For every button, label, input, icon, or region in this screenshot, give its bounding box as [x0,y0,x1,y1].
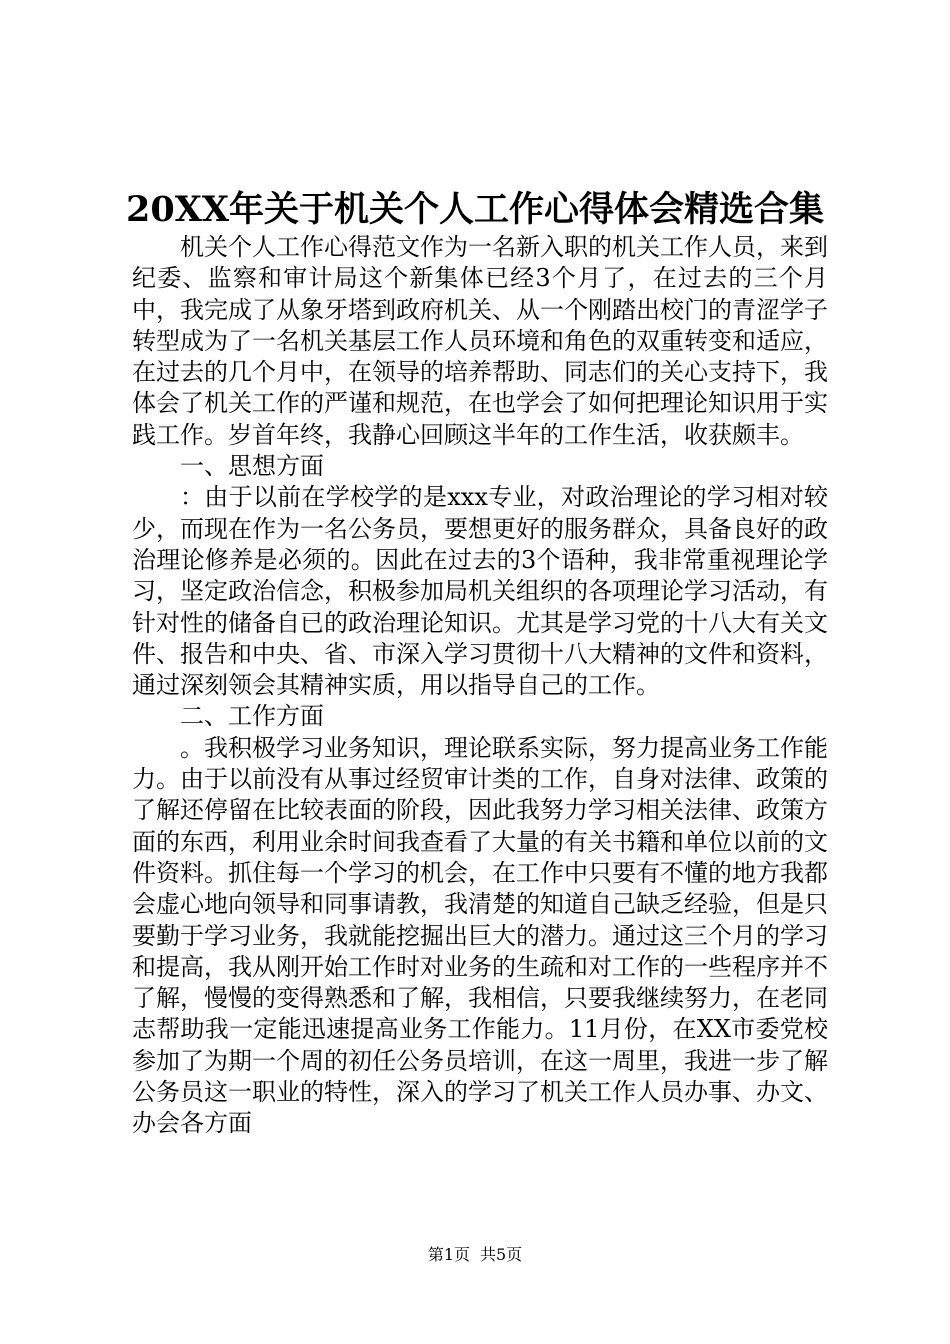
page-total: 共5页 [480,1245,523,1264]
section-paragraph-work: 。我积极学习业务知识，理论联系实际，努力提高业务工作能力。由于以前没有从事过经贸审计类的工作，自身对法律、政策的了解还停留在比较表面的阶段，因此我努力学习相关法律、政策方面的东西，利用业余时间我查看了大量的有关书籍和单位以前的文件资料。抓住每一个学习的机会，在工作中只要有不懂的地方我都会虚心地向领导和同事请教，我清楚的知道自己缺乏经验，但是只要勤于学习业务，我就能挖掘出巨大的潜力。通过这三个月的学习和提高，我从刚开始工作时对业务的生疏和对工作的一些程序并不了解，慢慢的变得熟悉和了解，我相信，只要我继续努力，在老同志帮助我一定能迅速提高业务工作能力。11月份，在XX市委党校参加了为期一个周的初任公务员培训，在这一周里，我进一步了解公务员这一职业的特性，深入的学习了机关工作人员办事、办文、办会各方面 [132,733,828,1138]
page-footer [0,1244,950,1266]
page-number: 第1页 [427,1245,470,1264]
section-paragraph-thought: ：由于以前在学校学的是xxx专业，对政治理论的学习相对较少，而现在作为一名公务员，要想更好的服务群众，具备良好的政治理论修养是必须的。因此在过去的3个语种，我非常重视理论学习，坚定政治信念，积极参加局机关组织的各项理论学习活动，有针对性的储备自已的政治理论知识。尤其是学习党的十八大有关文件、报告和中央、省、市深入学习贯彻十八大精神的文件和资料，通过深刻领会其精神实质，用以指导自己的工作。 [132,483,828,700]
document-body [132,232,828,1140]
section-heading-thought: 一、思想方面 [180,452,324,481]
intro-paragraph: 机关个人工作心得范文作为一名新入职的机关工作人员，来到纪委、监察和审计局这个新集体已经3个月了，在过去的三个月中，我完成了从象牙塔到政府机关、从一个刚踏出校门的青涩学子转型成为了一名机关基层工作人员环境和角色的双重转变和适应，在过去的几个月中，在领导的培养帮助、同志们的关心支持下，我体会了机关工作的严谨和规范，在也学会了如何把理论知识用于实践工作。岁首年终，我静心回顾这半年的工作生活，收获颇丰。 [132,233,828,449]
section-heading-work: 二、工作方面 [180,702,324,731]
document-title: 20XX年关于机关个人工作心得体会精选合集 [125,189,825,230]
